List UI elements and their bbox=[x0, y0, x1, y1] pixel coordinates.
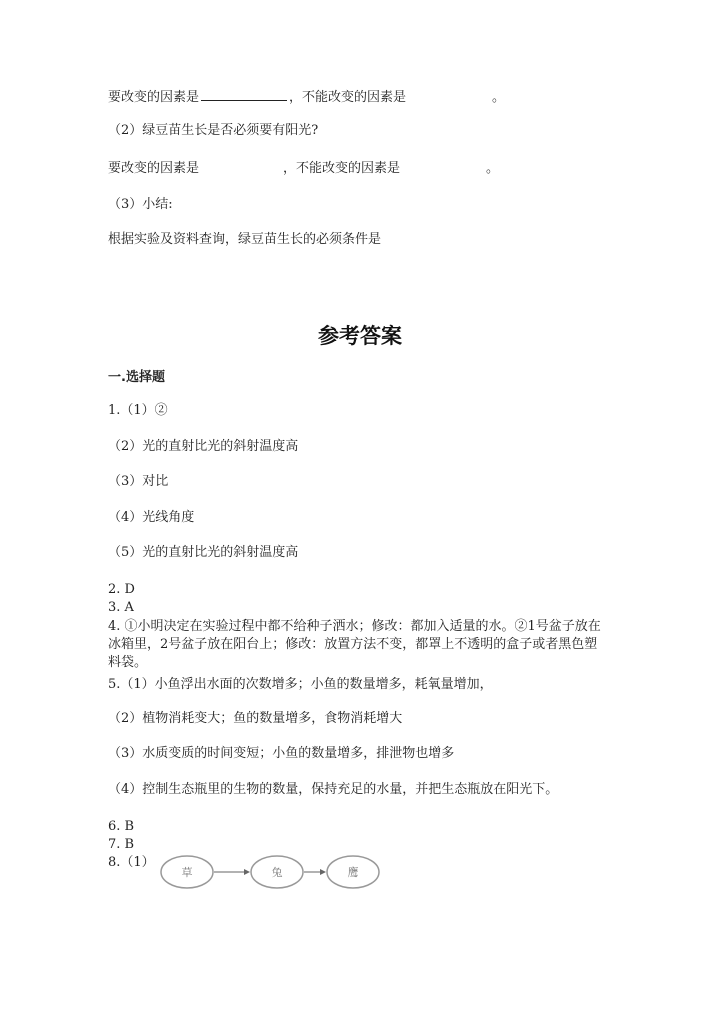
food-chain-diagram bbox=[160, 850, 390, 894]
answer-4: 4. ①小明决定在实验过程中都不给种子洒水；修改：都加入适量的水。②1号盆子放在冰箱里，2号盆子放在阳台上；修改：放置方法不变，都罩上不透明的盒子或者黑色塑料袋。 bbox=[108, 619, 601, 670]
answer-1: 1.（1）② bbox=[108, 403, 168, 418]
answer-6: 6. B bbox=[108, 819, 135, 834]
answer-5-3: （3）水质变质的时间变短；小鱼的数量增多，排泄物也增多 bbox=[108, 746, 455, 761]
conclusion-line: 根据实验及资料查询，绿豆苗生长的必须条件是 bbox=[108, 232, 382, 247]
answer-1-5: （5）光的直射比光的斜射温度高 bbox=[108, 545, 299, 560]
answer-blank[interactable] bbox=[201, 88, 287, 101]
answer-1-3: （3）对比 bbox=[108, 474, 169, 489]
answers-title: 参考答案 bbox=[318, 324, 402, 348]
answer-1-4: （4）光线角度 bbox=[108, 510, 195, 525]
food-chain-label: 兔 bbox=[271, 866, 283, 879]
answer-8: 8.（1） bbox=[108, 855, 155, 870]
question-3: （3）小结: bbox=[108, 197, 173, 212]
food-chain-label: 草 bbox=[181, 866, 193, 879]
answer-7: 7. B bbox=[108, 837, 135, 852]
answer-5-2: （2）植物消耗变大；鱼的数量增多，食物消耗增大 bbox=[108, 711, 403, 726]
question-line-1: 要改变的因素是 ，不能改变的因素是 。 bbox=[108, 90, 506, 105]
answer-1-2: （2）光的直射比光的斜射温度高 bbox=[108, 439, 299, 454]
answer-5-4: （4）控制生态瓶里的生物的数量，保持充足的水量，并把生态瓶放在阳光下。 bbox=[108, 782, 559, 797]
food-chain-label: 鹰 bbox=[347, 866, 359, 879]
question-line-2: 要改变的因素是 ，不能改变的因素是 。 bbox=[108, 161, 500, 176]
question-2: （2）绿豆苗生长是否必须要有阳光? bbox=[108, 123, 319, 138]
answer-3: 3. A bbox=[108, 600, 134, 615]
answer-2: 2. D bbox=[108, 582, 135, 597]
section-heading: 一.选择题 bbox=[108, 370, 165, 385]
answer-5: 5.（1）小鱼浮出水面的次数增多；小鱼的数量增多，耗氧量增加， bbox=[108, 677, 493, 692]
